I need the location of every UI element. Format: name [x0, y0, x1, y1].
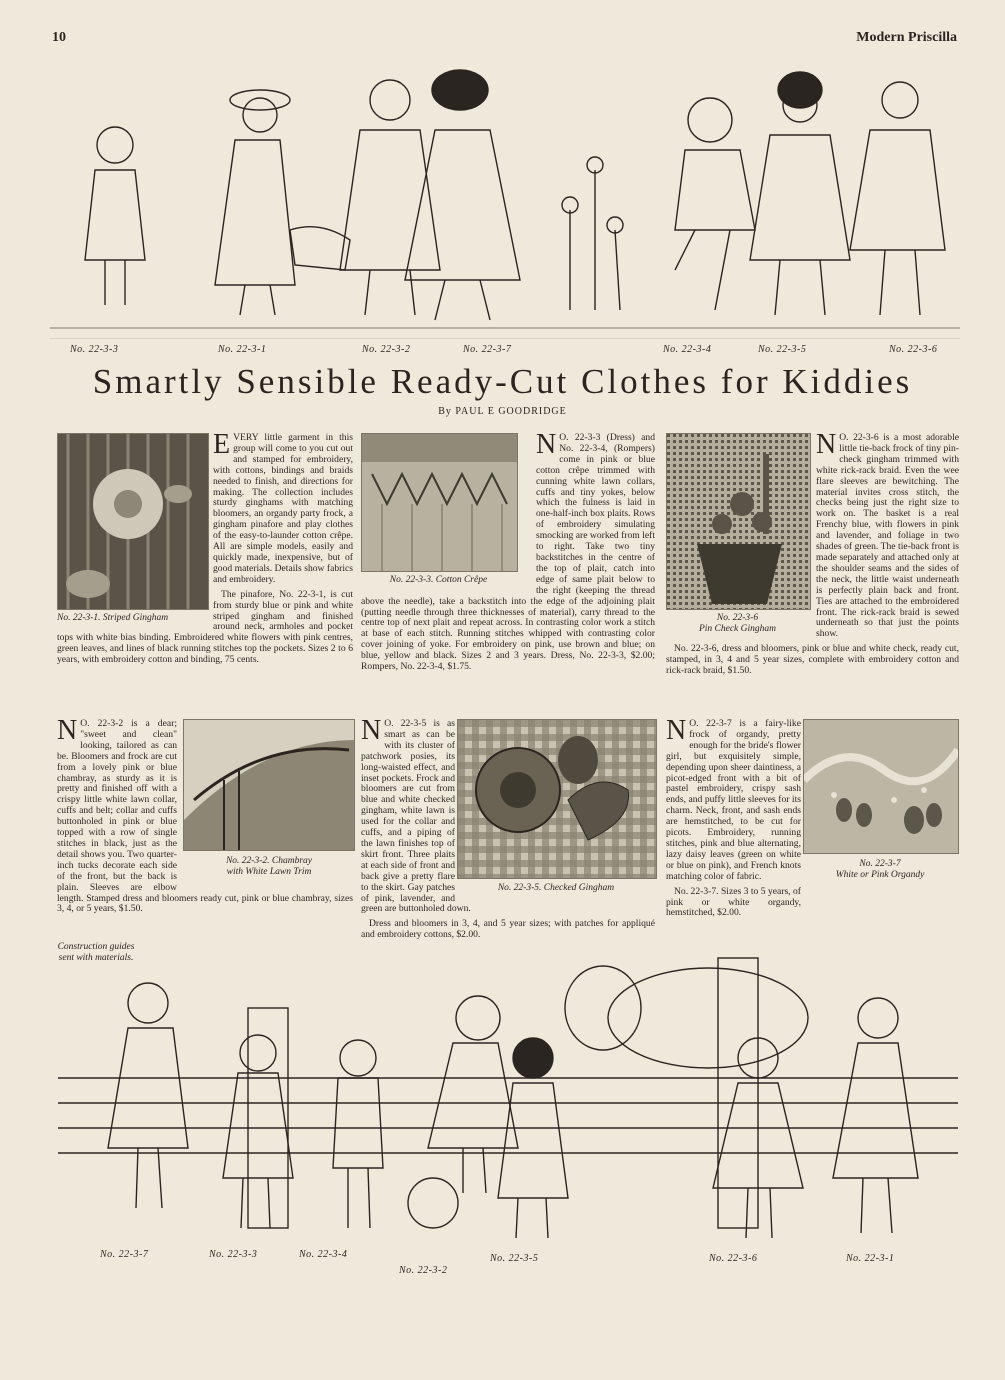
caption-name: Chambray: [271, 856, 313, 866]
caption-name: Pin Check Gingham: [698, 624, 777, 635]
caption-number: No. 22-3-6: [716, 613, 759, 623]
bottom-label: No. 22-3-1: [846, 1253, 895, 1264]
drop-cap: N: [666, 715, 687, 746]
caption-sub: with White Lawn Trim: [226, 867, 312, 878]
bottom-label: No. 22-3-6: [709, 1253, 758, 1264]
top-label: No. 22-3-4: [663, 344, 712, 355]
tieback-text: O. 22-3-6 is a most adorable little tie-back frock of tiny pin-check gingham trimmed with white rick-rack braid. Even the wee flare sleeves are bewitching. The material invites cross stitch, the checks being just the right size to work on. The basket is a real Frenchy blue, with flowers in pink and lavender, and foliage in two shades of green. The tie-back front is made separately and attached only at the shoulder seams and the sides of the neck, the little waist underneath is perfectly plain back and front. Ties are attached to the embroidered front. The rick-rack braid is sewed underneath so that just the points show.: [816, 432, 959, 640]
children-dancing-illustration: [50, 60, 960, 338]
dress-text: O. 22-3-3 (Dress) and No. 22-3-4, (Rompers) come in pink or blue cotton crêpe trimmed with cunning white lawn collars, cuffs and tiny yokes, below which the fulness is laid in one-half-inch box plaits. Rows of embroidery simulating smocking are worked from left to right. Take two tiny backstitches in the centre of the top of plait, catch into edge of same plait below to the right (keeping the thread above the needle), take a backstitch into the edge of the adjoining plait (putting needle through three thicknesses of material), carry thread to the centre top of next plait and repeat across. In contrasting color work a stitch at base of each stitch. Running stitches whipped with contrasting color cover joining of yoke. For embroidery on pink, use brown and blue; on blue, yellow and black. Sizes 2 and 3 years. Dress, No. 22-3-3, $2.00; Rompers, No. 22-3-4, $1.75.: [361, 432, 655, 673]
top-label: No. 22-3-6: [889, 344, 938, 355]
article-title: Smartly Sensible Ready-Cut Clothes for Kiddies: [92, 362, 913, 401]
magazine-name: Modern Priscilla: [856, 30, 957, 45]
intro-column: [57, 429, 353, 670]
dress-column: [361, 429, 655, 677]
pinafore-text: The pinafore, No. 22-3-1, is cut from sturdy blue or pink and white striped gingham and finished around neck, armholes and pocket tops with white bias binding. Embroidered white flowers with pink centres, green leaves, and lines of black running stitches top the pockets. Sizes 2 to 6 years, with embroidery cotton and binding, 75 cents.: [57, 588, 353, 666]
drop-cap: N: [816, 429, 837, 460]
organdy-column: [666, 715, 959, 923]
bottom-label: No. 22-3-2: [399, 1265, 448, 1276]
caption-number: No. 22-3-2.: [225, 856, 270, 866]
top-label: No. 22-3-7: [463, 344, 512, 355]
top-label: No. 22-3-3: [70, 344, 119, 355]
top-label: No. 22-3-5: [758, 344, 807, 355]
byline: By PAUL E GOODRIDGE: [438, 406, 567, 417]
caption-name: White or Pink Organdy: [835, 870, 925, 881]
top-label: No. 22-3-2: [362, 344, 411, 355]
top-label: No. 22-3-1: [218, 344, 267, 355]
caption-number: No. 22-3-7: [859, 859, 901, 869]
tieback-column: [666, 429, 959, 681]
dear-text: O. 22-3-2 is a dear; "sweet and clean" looking, tailored as can be. Bloomers and frock are cut from a lovely pink or blue chambray, as sturdy as it is pretty and finished off with a crispy little white lawn collar, cuffs and belt; collar and cuffs buttonholed in pink or blue topped with a row of single stitches in black, just as the detail shows you. Two quarter-inch tucks decorate each side of the front, but the back is plain. Sleeves are elbow length. Stamped dress and bloomers ready cut, pink or blue chambray, sizes 3, 4, or 5 years, $1.50.: [57, 718, 353, 915]
bottom-label: No. 22-3-5: [490, 1253, 539, 1264]
drop-cap: N: [536, 429, 557, 460]
smart-price: Dress and bloomers in 3, 4, and 5 year sizes; with patches for appliqué and embroidery cottons, $2.00.: [361, 918, 655, 941]
drop-cap: N: [57, 715, 78, 746]
tieback-price: No. 22-3-6, dress and bloomers, pink or blue and white check, ready cut, stamped, in 3, 4 and 5 year sizes, complete with embroidery cotton and rick-rack braid, $1.50.: [666, 643, 959, 677]
top-illustration: [50, 60, 960, 339]
checked-column: [361, 715, 655, 945]
bottom-label: No. 22-3-4: [299, 1249, 348, 1260]
bottom-illustration: [58, 948, 958, 1244]
bottom-label: No. 22-3-3: [209, 1249, 258, 1260]
caption-number: No. 22-3-5.: [497, 883, 542, 893]
bottom-label: No. 22-3-7: [100, 1249, 149, 1260]
caption-name: Checked Gingham: [543, 883, 615, 893]
caption-name: Striped Gingham: [102, 613, 169, 623]
caption-number: No. 22-3-3.: [389, 575, 434, 585]
drop-cap: E: [213, 429, 231, 460]
fairy-price: No. 22-3-7. Sizes 3 to 5 years, of pink or white organdy, hemstitched, $2.00.: [666, 885, 801, 919]
fairy-text: O. 22-3-7 is a fairy-like frock of organdy, pretty enough for the bride's flower girl, but exquisitely simple, depending upon sheer daintiness, a picot-edged front with a bit of pastel embroidery, crispy sash ends, and puffy little sleeves for its charm. Neck, front, and sash ends are hemstitched, to be cut for picots. Embroidery, running stitches, pink and blue alternating, lazy daisy leaves (green on white or blue on pink), and French knots matching color of fabric.: [666, 718, 801, 882]
page-number: 10: [52, 30, 66, 45]
construction-note: Construction guides sent with materials.: [57, 942, 135, 963]
caption-name: Cotton Crêpe: [435, 575, 488, 585]
smart-text: O. 22-3-5 is as smart as can be with its cluster of patchwork posies, its long-waisted effect, and inset pockets. Frock and bloomers are cut from blue and white checked gingham, white lawn is used for the collar and cuffs, and a piping of the lawn finishes top of skirt front. Three plaits at each side of front and back give a pretty flare to the skirt. Gay patches of pink, lavender, and green are buttonholed down.: [361, 718, 471, 915]
intro-text: VERY little garment in this group will come to you cut out and stamped for embroidery, with cottons, bindings and braids needed to finish, and directions for making. The collection includes sturdy ginghams with matching bloomers, an organdy party frock, a gingham pinafore and play clothes of the easy-to-launder cotton crêpe. All are simple models, easily and quickly made, inexpensive, but of good materials. Details show fabrics and embroidery.: [213, 432, 353, 585]
drop-cap: N: [361, 715, 382, 746]
caption-number: No. 22-3-1.: [57, 613, 101, 623]
chambray-column: [57, 715, 353, 919]
children-at-fence-illustration: [58, 948, 958, 1244]
